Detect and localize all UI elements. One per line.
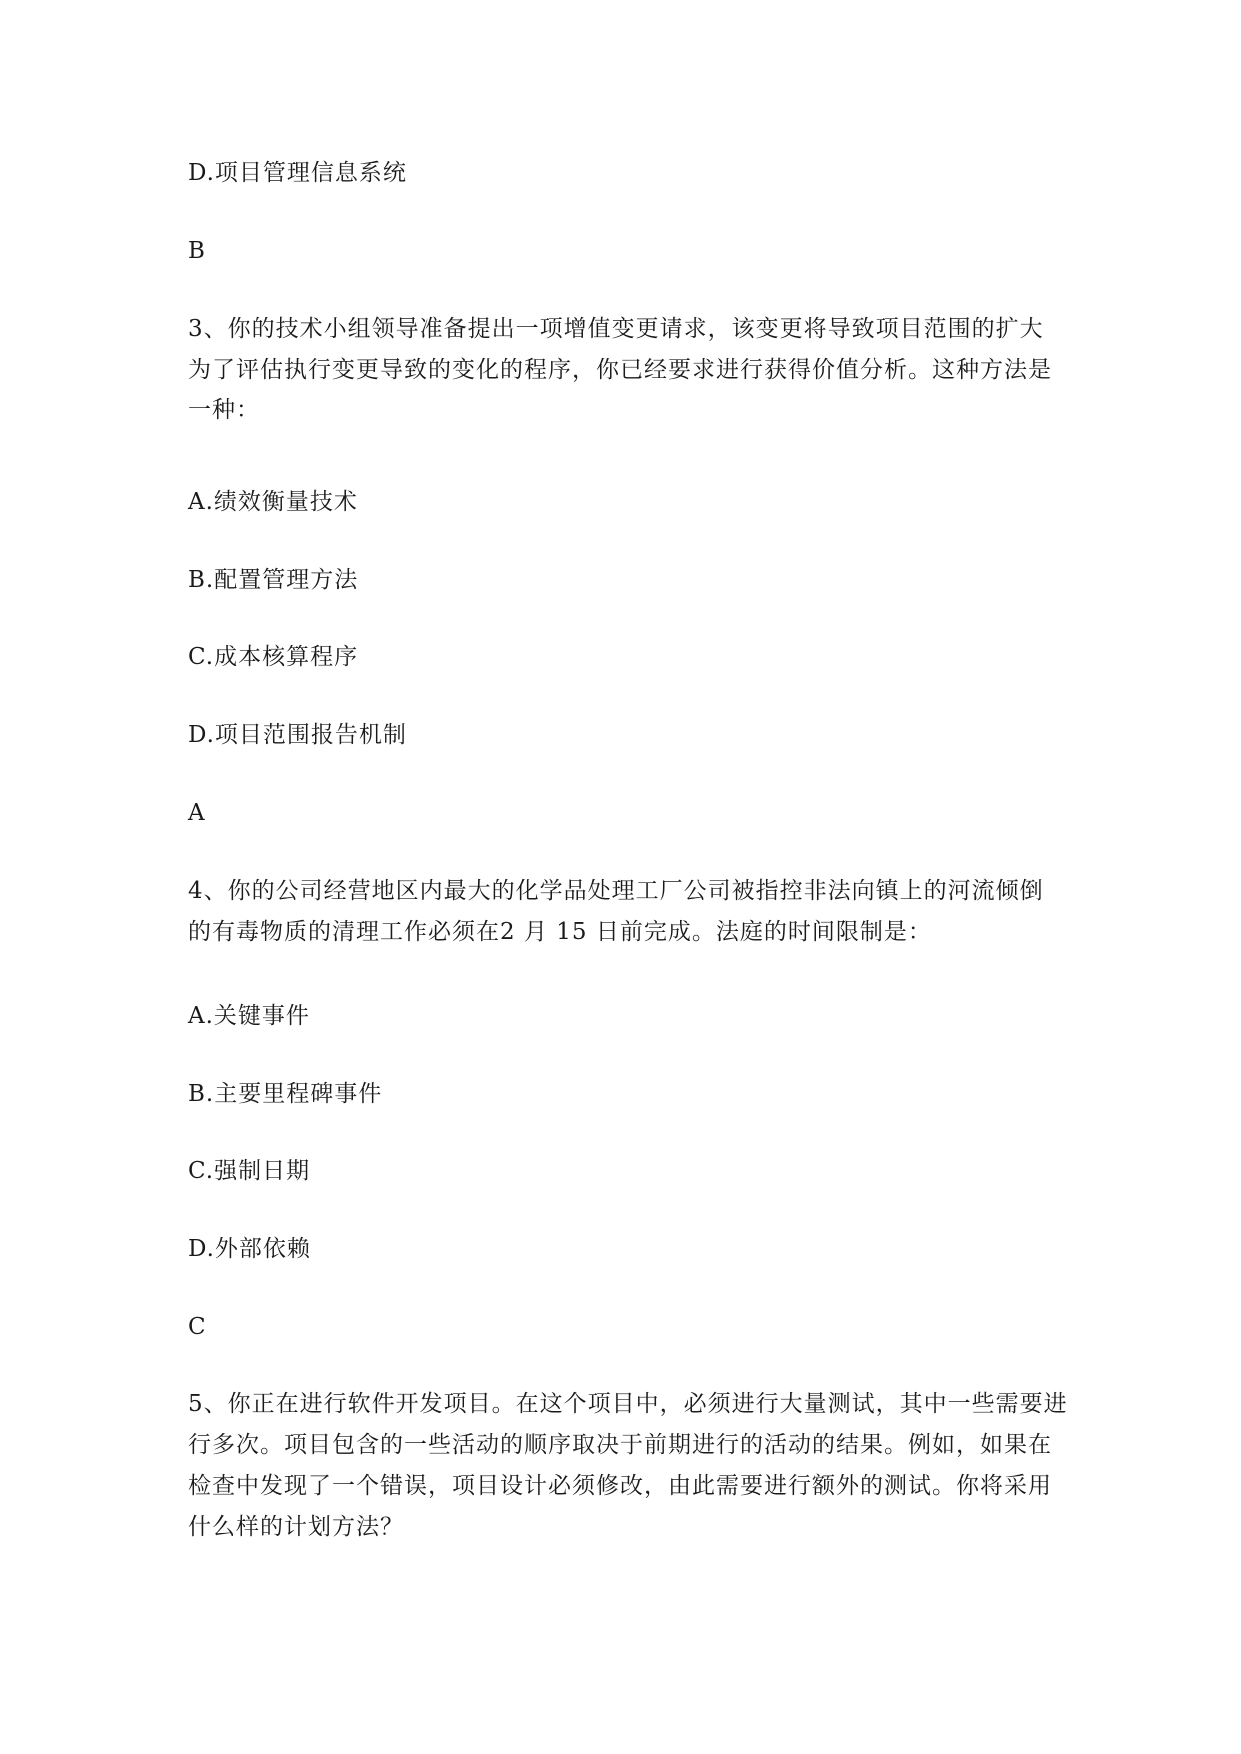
q4-answer: C bbox=[188, 1314, 207, 1340]
q4-question-line: 4、你的公司经营地区内最大的化学品处理工厂公司被指控非法向镇上的河流倾倒 bbox=[188, 878, 1044, 904]
q3-question-line: 为了评估执行变更导致的变化的程序，你已经要求进行获得价值分析。这种方法是 bbox=[188, 357, 1052, 383]
q5-question-line: 行多次。项目包含的一些活动的顺序取决于前期进行的活动的结果。例如，如果在 bbox=[188, 1432, 1052, 1458]
q5-question-line: 5、你正在进行软件开发项目。在这个项目中，必须进行大量测试，其中一些需要进 bbox=[188, 1391, 1068, 1417]
q4-option-d: D.外部依赖 bbox=[188, 1236, 311, 1262]
q2-answer: B bbox=[188, 238, 206, 264]
q5-question-line: 检查中发现了一个错误，项目设计必须修改，由此需要进行额外的测试。你将采用 bbox=[188, 1473, 1052, 1499]
q5-question-line: 什么样的计划方法？ bbox=[188, 1514, 404, 1540]
q4-option-b: B.主要里程碑事件 bbox=[188, 1081, 383, 1107]
q3-answer: A bbox=[188, 800, 206, 826]
q2-option-d: D.项目管理信息系统 bbox=[188, 160, 407, 186]
q3-option-c: C.成本核算程序 bbox=[188, 644, 359, 670]
q4-question-line: 的有毒物质的清理工作必须在2 月 15 日前完成。法庭的时间限制是： bbox=[188, 919, 932, 945]
q3-option-b: B.配置管理方法 bbox=[188, 567, 359, 593]
q4-option-c: C.强制日期 bbox=[188, 1158, 311, 1184]
q3-question-line: 一种： bbox=[188, 397, 260, 423]
q4-option-a: A.关键事件 bbox=[188, 1003, 310, 1029]
q3-option-d: D.项目范围报告机制 bbox=[188, 722, 407, 748]
q3-option-a: A.绩效衡量技术 bbox=[188, 489, 358, 515]
q3-question-line: 3、你的技术小组领导准备提出一项增值变更请求，该变更将导致项目范围的扩大 bbox=[188, 316, 1044, 342]
